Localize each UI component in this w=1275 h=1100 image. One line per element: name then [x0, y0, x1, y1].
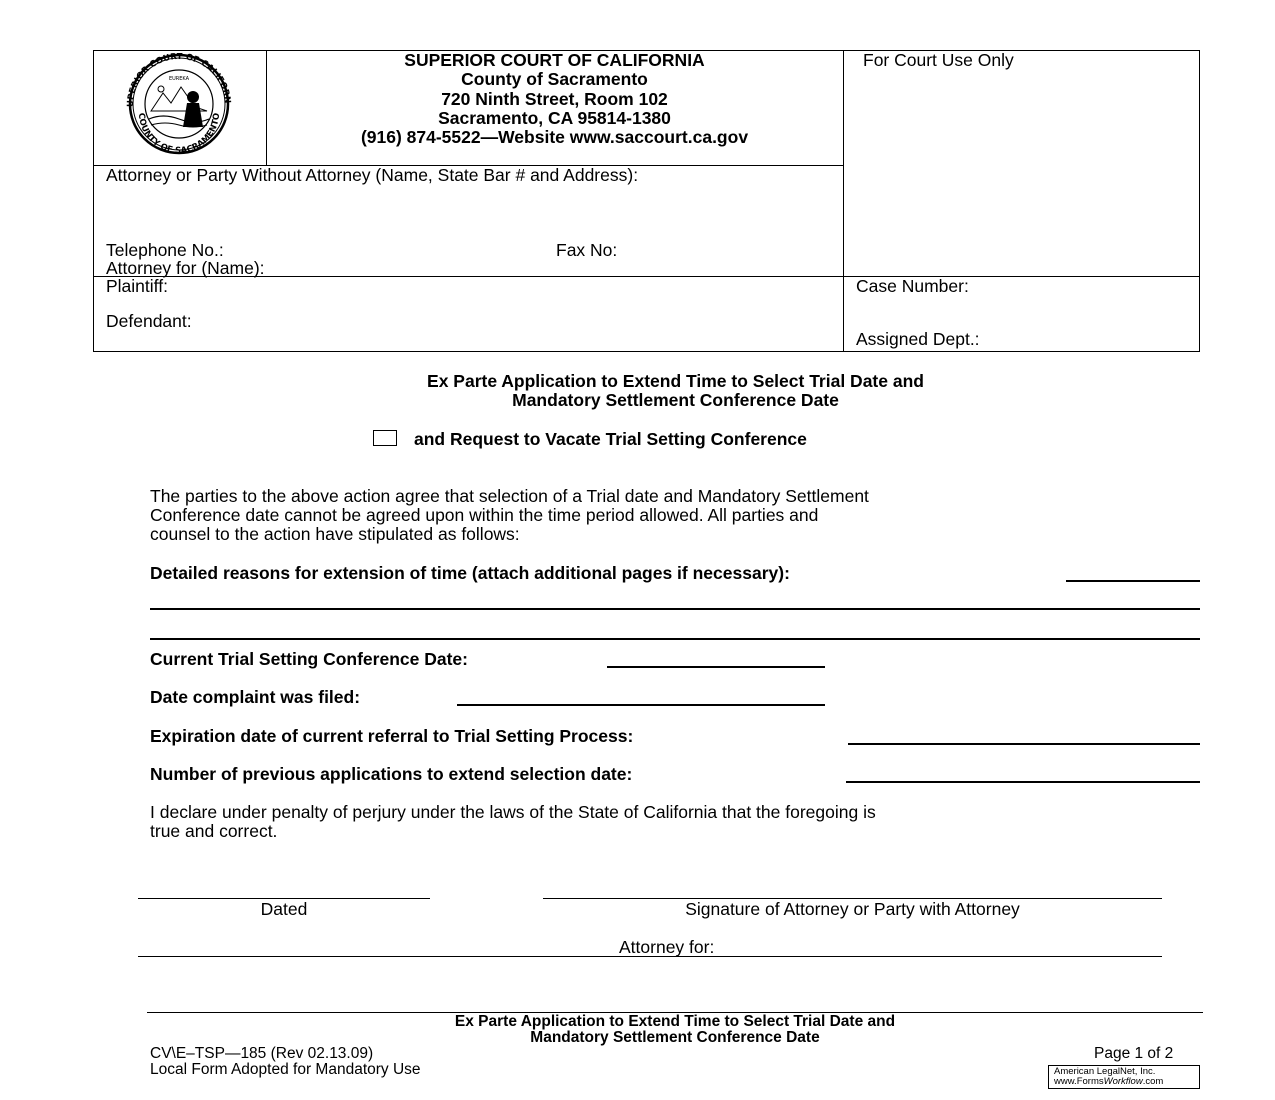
form-number: CV\E–TSP—185 (Rev 02.13.09) [150, 1045, 374, 1062]
previous-applications-label: Number of previous applications to extend selection date: [150, 764, 633, 784]
form-title-line2: Mandatory Settlement Conference Date [512, 390, 839, 410]
dated-label: Dated [260, 899, 308, 919]
complaint-date-field[interactable] [457, 704, 825, 706]
assigned-dept-label: Assigned Dept.: [856, 329, 980, 349]
adopted-label: Local Form Adopted for Mandatory Use [150, 1061, 421, 1078]
intro-line-3: counsel to the action have stipulated as follows: [150, 524, 520, 544]
case-number-label: Case Number: [856, 276, 969, 296]
intro-line-2: Conference date cannot be agreed upon within the time period allowed. All parties and [150, 505, 819, 525]
court-use-label: For Court Use Only [863, 50, 1014, 70]
svg-text:EUREKA: EUREKA [168, 76, 190, 82]
svg-text:COUNTY OF SACRAMENTO: COUNTY OF SACRAMENTO [135, 112, 223, 155]
footer-title-line2: Mandatory Settlement Conference Date [530, 1029, 820, 1046]
svg-text:SUPERIOR COURT OF CALIFORNIA: UPERIOR COURT OF CALIFORN [125, 53, 233, 108]
court-use-divider [843, 50, 844, 352]
signature-label: Signature of Attorney or Party with Attorney [685, 899, 1020, 919]
publisher-url: www.FormsWorkflow.com [1054, 1076, 1164, 1087]
vacate-checkbox-label: and Request to Vacate Trial Setting Conference [414, 429, 807, 449]
defendant-label: Defendant: [106, 311, 192, 331]
plaintiff-label: Plaintiff: [106, 276, 168, 296]
form-title-line1: Ex Parte Application to Extend Time to Select Trial Date and [427, 371, 924, 391]
publisher-name: American LegalNet, Inc. [1054, 1066, 1156, 1077]
attorney-for-field[interactable] [138, 956, 1162, 957]
complaint-date-label: Date complaint was filed: [150, 687, 361, 707]
expiration-date-field[interactable] [848, 743, 1200, 745]
attorney-for-label: Attorney for (Name): [106, 258, 265, 278]
intro-line-1: The parties to the above action agree that selection of a Trial date and Mandatory Settlement [150, 486, 869, 506]
publisher-box [1048, 1065, 1200, 1089]
court-name: SUPERIOR COURT OF CALIFORNIA [404, 50, 705, 70]
reasons-field-3[interactable] [150, 638, 1200, 640]
declaration-line-2: true and correct. [150, 821, 278, 841]
previous-applications-field[interactable] [846, 781, 1200, 783]
reasons-field-1[interactable] [1066, 580, 1200, 582]
attorney-for-sign-label: Attorney for: [619, 937, 715, 957]
telephone-label: Telephone No.: [106, 240, 224, 260]
fax-label: Fax No: [556, 240, 618, 260]
tsc-date-field[interactable] [607, 666, 825, 668]
court-county: County of Sacramento [461, 69, 648, 89]
reasons-field-2[interactable] [150, 608, 1200, 610]
expiration-date-label: Expiration date of current referral to Trial Setting Process: [150, 726, 634, 746]
footer-title-line1: Ex Parte Application to Extend Time to Select Trial Date and [454, 1013, 896, 1030]
court-seal [103, 53, 255, 155]
court-street: 720 Ninth Street, Room 102 [441, 89, 668, 109]
tsc-date-label: Current Trial Setting Conference Date: [150, 649, 468, 669]
court-city: Sacramento, CA 95814-1380 [438, 108, 671, 128]
declaration-line-1: I declare under penalty of perjury under the laws of the State of California that the foregoing is [150, 802, 876, 822]
court-contact: (916) 874-5522—Website www.saccourt.ca.gov [360, 127, 749, 147]
reasons-label: Detailed reasons for extension of time (attach additional pages if necessary): [150, 563, 790, 583]
vacate-checkbox[interactable] [373, 430, 397, 446]
attorney-label: Attorney or Party Without Attorney (Name, State Bar # and Address): [106, 165, 639, 185]
page-number: Page 1 of 2 [1094, 1045, 1174, 1062]
